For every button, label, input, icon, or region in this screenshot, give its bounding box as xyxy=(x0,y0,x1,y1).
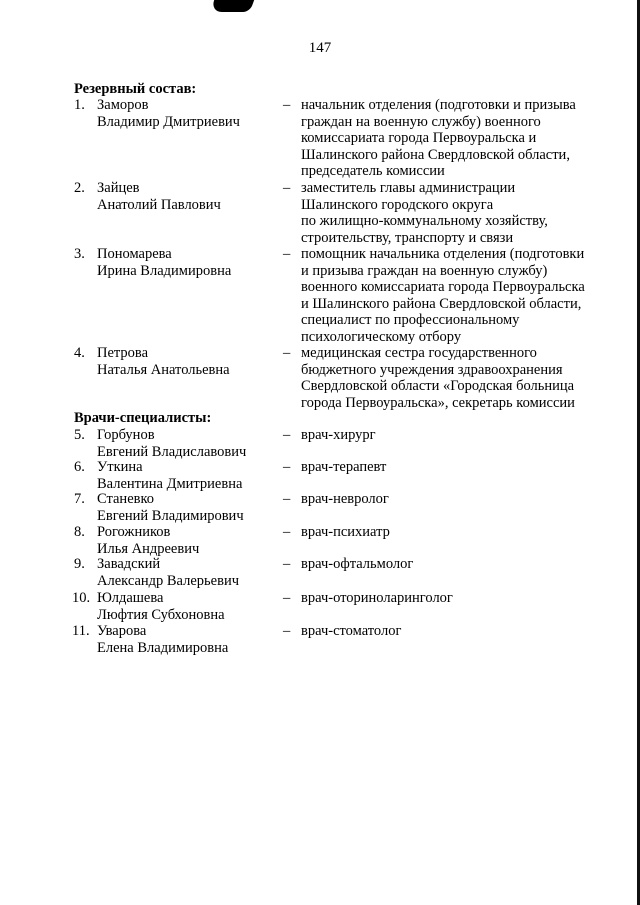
position-line: психологическому отбору xyxy=(301,328,462,345)
position-line: Шалинского городского округа xyxy=(301,196,494,213)
given-name: Люфтия Субхоновна xyxy=(97,606,225,623)
surname: Завадский xyxy=(97,556,161,572)
position-line: по жилищно-коммунальному хозяйству, xyxy=(301,213,548,229)
reserve-heading: Резервный состав: xyxy=(74,81,197,97)
position-line: Шалинского района Свердловской области, xyxy=(301,146,570,163)
item-number: 8. xyxy=(74,524,85,540)
position-text xyxy=(301,97,601,180)
surname: Юлдашева xyxy=(97,590,164,606)
dash: – xyxy=(283,524,291,540)
position-line: комиссариата города Первоуральска и xyxy=(301,130,537,146)
position-line: врач-оториноларинголог xyxy=(301,590,453,606)
item-number: 10. xyxy=(72,590,91,606)
position-text xyxy=(301,345,601,411)
surname: Горбунов xyxy=(97,427,155,443)
position-line: начальник отделения (подготовки и призыва xyxy=(301,97,576,113)
dash: – xyxy=(283,556,291,572)
surname: Заморов xyxy=(97,97,149,113)
position-line: врач-хирург xyxy=(301,427,376,443)
position-line: медицинская сестра государственного xyxy=(301,345,537,361)
position-line: граждан на военную службу) военного xyxy=(301,113,541,130)
position-text xyxy=(301,180,601,246)
item-number: 2. xyxy=(74,180,85,196)
position-line: Свердловской области «Городская больница xyxy=(301,378,575,394)
dash: – xyxy=(283,97,291,113)
position-line: бюджетного учреждения здравоохранения xyxy=(301,361,563,378)
given-name: Анатолий Павлович xyxy=(97,196,221,213)
given-name: Наталья Анатольевна xyxy=(97,361,230,378)
surname: Зайцев xyxy=(97,180,140,196)
given-name: Евгений Владимирович xyxy=(97,507,244,524)
dash: – xyxy=(283,623,291,639)
position-text xyxy=(301,590,601,607)
position-line: врач-офтальмолог xyxy=(301,556,414,572)
surname: Станевко xyxy=(97,491,155,507)
position-line: врач-терапевт xyxy=(301,459,387,475)
given-name: Александр Валерьевич xyxy=(97,572,239,589)
position-text xyxy=(301,623,601,640)
person-name xyxy=(97,97,277,130)
person-name xyxy=(97,524,277,557)
position-line: и призыва граждан на военную службу) xyxy=(301,262,548,279)
dash: – xyxy=(283,180,291,196)
specialists-heading: Врачи-специалисты: xyxy=(74,410,212,426)
item-number: 11. xyxy=(72,623,90,639)
item-number: 9. xyxy=(74,556,85,572)
position-line: военного комиссариата города Первоуральска xyxy=(301,279,585,295)
position-line: и Шалинского района Свердловской области, xyxy=(301,295,582,312)
position-text xyxy=(301,427,601,444)
person-name xyxy=(97,427,277,460)
person-name xyxy=(97,246,277,279)
dash: – xyxy=(283,345,291,361)
item-number: 1. xyxy=(74,97,85,113)
scan-artifact xyxy=(210,0,254,12)
surname: Уткина xyxy=(97,459,143,475)
position-text xyxy=(301,556,601,573)
dash: – xyxy=(283,459,291,475)
position-line: врач-психиатр xyxy=(301,524,390,540)
position-text xyxy=(301,459,601,476)
position-line: врач-невролог xyxy=(301,491,389,507)
person-name xyxy=(97,459,277,492)
given-name: Илья Андреевич xyxy=(97,540,200,557)
position-line: врач-стоматолог xyxy=(301,623,402,639)
position-line: строительству, транспорту и связи xyxy=(301,229,514,246)
position-line: заместитель главы администрации xyxy=(301,180,516,196)
surname: Уварова xyxy=(97,623,147,639)
person-name xyxy=(97,491,277,524)
item-number: 7. xyxy=(74,491,85,507)
person-name xyxy=(97,556,277,589)
position-text xyxy=(301,524,601,541)
position-line: помощник начальника отделения (подготовки xyxy=(301,246,585,262)
person-name xyxy=(97,623,277,656)
dash: – xyxy=(283,590,291,606)
position-line: города Первоуральска», секретарь комиссии xyxy=(301,394,575,411)
given-name: Владимир Дмитриевич xyxy=(97,113,240,130)
page-number: 147 xyxy=(308,40,332,56)
given-name: Валентина Дмитриевна xyxy=(97,475,243,492)
surname: Рогожников xyxy=(97,524,171,540)
given-name: Евгений Владиславович xyxy=(97,443,247,460)
position-line: председатель комиссии xyxy=(301,163,445,179)
person-name xyxy=(97,345,277,378)
given-name: Елена Владимировна xyxy=(97,639,229,656)
person-name xyxy=(97,180,277,213)
dash: – xyxy=(283,491,291,507)
position-line: специалист по профессиональному xyxy=(301,312,520,328)
dash: – xyxy=(283,427,291,443)
item-number: 6. xyxy=(74,459,85,475)
item-number: 5. xyxy=(74,427,85,443)
person-name xyxy=(97,590,277,623)
item-number: 3. xyxy=(74,246,85,262)
position-text xyxy=(301,491,601,508)
item-number: 4. xyxy=(74,345,85,361)
surname: Пономарева xyxy=(97,246,172,262)
surname: Петрова xyxy=(97,345,149,361)
dash: – xyxy=(283,246,291,262)
given-name: Ирина Владимировна xyxy=(97,262,232,279)
position-text xyxy=(301,246,601,345)
